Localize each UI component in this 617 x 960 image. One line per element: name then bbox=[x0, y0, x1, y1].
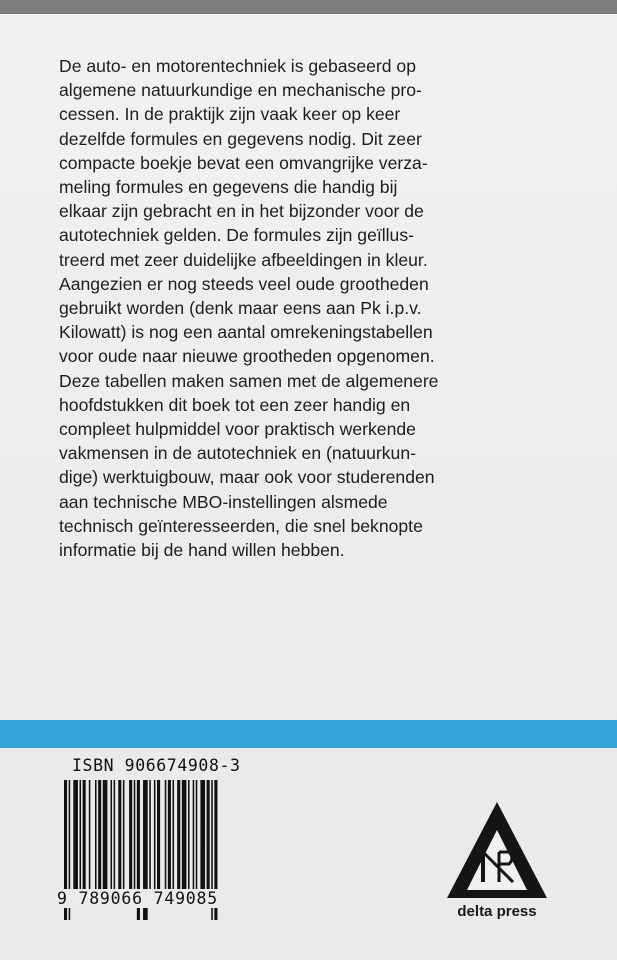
blurb-line: algemene natuurkundige en mechanische pro- bbox=[59, 80, 422, 101]
blurb-line: cessen. In de praktijk zijn vaak keer op keer bbox=[59, 104, 401, 125]
blurb-line: vakmensen in de autotechniek en (natuurkun- bbox=[59, 443, 416, 464]
blurb-line: Deze tabellen maken samen met de algemenere bbox=[59, 370, 439, 391]
blurb-line: gebruikt worden (denk maar eens aan Pk i.p.v. bbox=[59, 298, 422, 319]
accent-band bbox=[0, 720, 617, 748]
back-cover-blurb bbox=[59, 54, 479, 562]
blurb-line: voor oude naar nieuwe grootheden opgenomen. bbox=[59, 346, 435, 367]
publisher-logo bbox=[443, 800, 551, 928]
blurb-line: compacte boekje bevat een omvangrijke verza- bbox=[59, 152, 428, 173]
blurb-line: De auto- en motorentechniek is gebaseerd op bbox=[59, 56, 416, 76]
blurb-line: meling formules en gegevens die handig bij bbox=[59, 177, 398, 198]
publisher-name: delta press bbox=[457, 903, 537, 920]
isbn-label: ISBN 906674908-3 bbox=[72, 756, 241, 775]
blurb-line: dezelfde formules en gegevens nodig. Dit zeer bbox=[59, 128, 422, 149]
blurb-line: Kilowatt) is nog een aantal omrekeningstabellen bbox=[59, 322, 433, 343]
delta-press-triangle-logo-icon bbox=[443, 800, 551, 900]
barcode-number: 9 789066 749085 bbox=[57, 889, 219, 908]
blurb-line: Aangezien er nog steeds veel oude grootheden bbox=[59, 273, 429, 294]
barcode-number-row bbox=[56, 889, 258, 908]
cover-top-edge bbox=[0, 0, 617, 14]
blurb-line: technisch geïnteresseerden, die snel beknopte bbox=[59, 515, 423, 536]
blurb-line: aan technische MBO-instellingen alsmede bbox=[59, 491, 388, 512]
blurb-line: elkaar zijn gebracht en in het bijzonder voor de bbox=[59, 201, 424, 222]
blurb-line: autotechniek gelden. De formules zijn geïllus- bbox=[59, 225, 415, 246]
blurb-line: hoofdstukken dit boek tot een zeer handig en bbox=[59, 394, 411, 415]
blurb-line: treerd met zeer duidelijke afbeeldingen in kleur. bbox=[59, 249, 428, 270]
blurb-line: informatie bij de hand willen hebben. bbox=[59, 540, 345, 561]
blurb-line: dige) werktuigbouw, maar ook voor studerenden bbox=[59, 467, 435, 488]
blurb-line: compleet hulpmiddel voor praktisch werkende bbox=[59, 419, 416, 440]
